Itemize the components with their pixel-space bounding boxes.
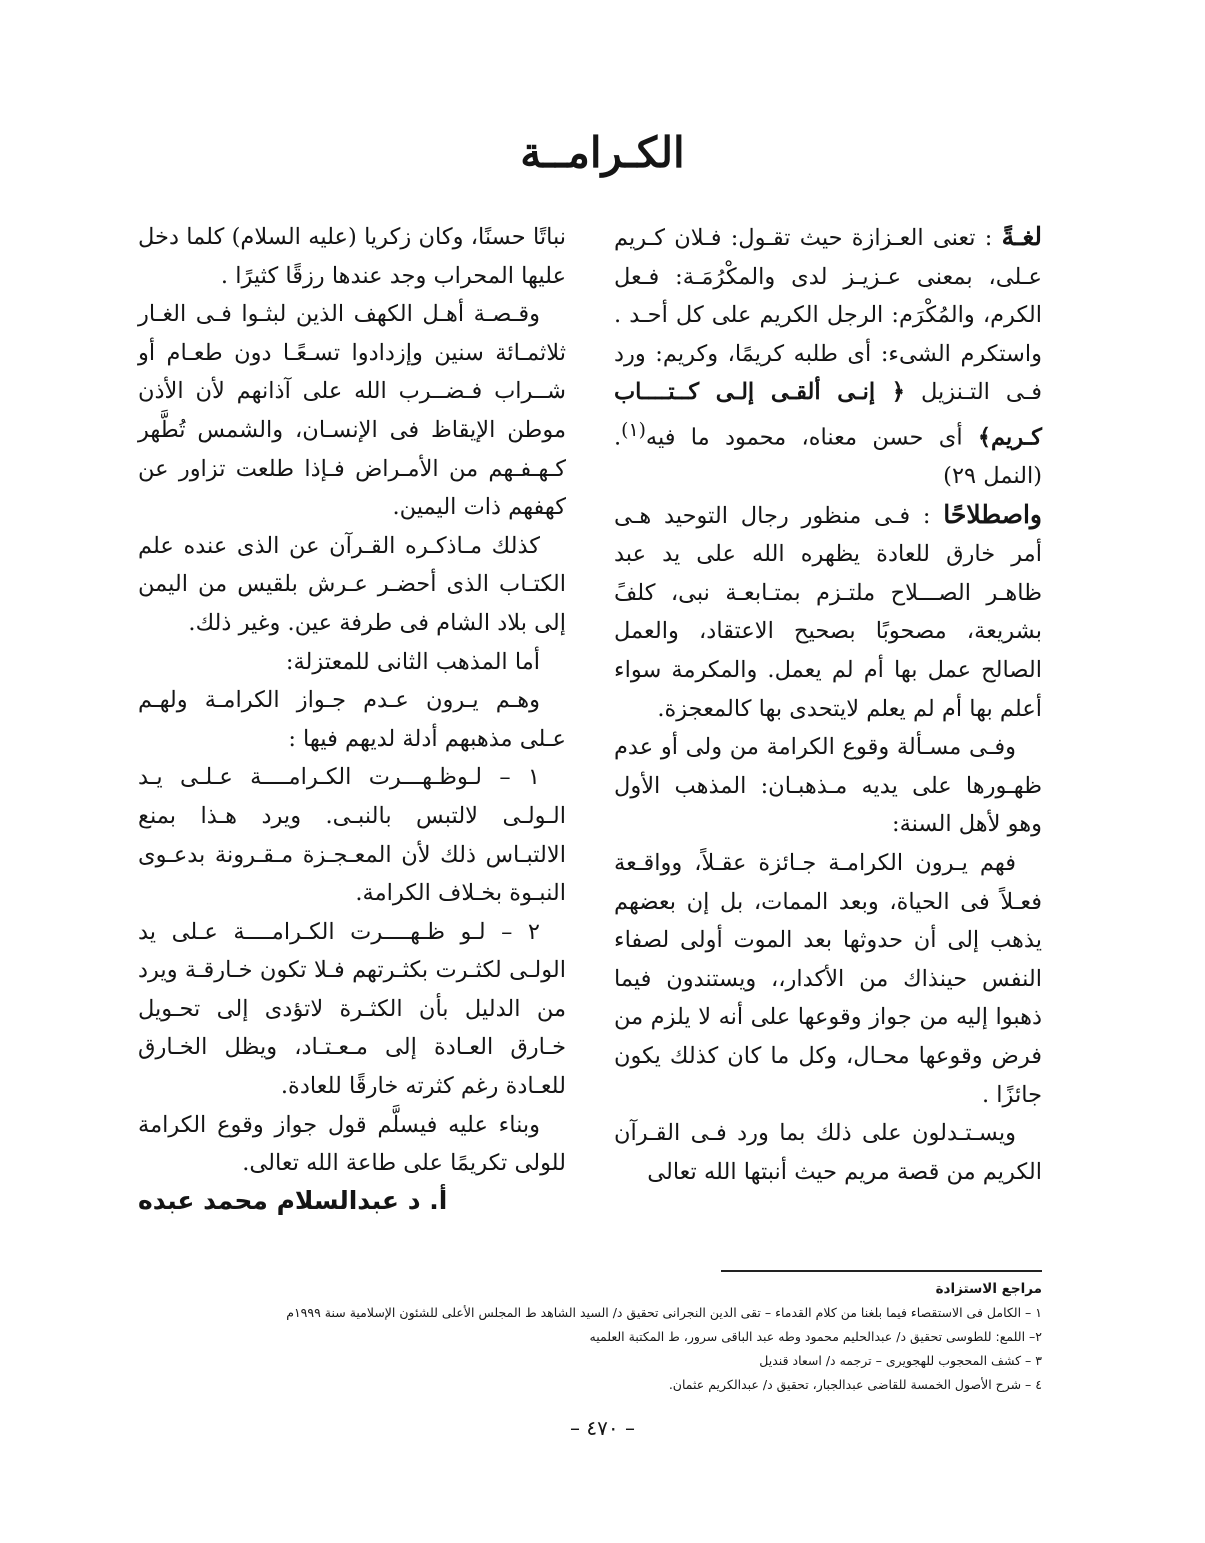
paragraph: فهم يـرون الكرامـة جـائزة عقـلاً، وواقـعة فعـلاً فى الحياة، وبعد الممات، بل إن بعضهم يذهب إلى أن حدوثها بعد الموت أولى لصفاء النفس حينذاك من الأكدار،، ويستندون فيما ذهبوا إليه من جواز وقوعها على أنه لا يلزم من فرض وقوعها محـال، وكل ما كان كذلك يكون جائزًا . <box>614 850 1042 1108</box>
body-columns <box>138 218 1042 1191</box>
reference-item: ٤ – شرح الأصول الخمسة للقاضى عبدالجبار، تحقيق د/ عبدالكريم عثمان. <box>668 1377 1042 1392</box>
reference-item: ٣ – كشف المحجوب للهجويرى – ترجمه د/ اسعاد قنديل <box>759 1353 1042 1368</box>
page-number: – ٤٧٠ – <box>570 1416 635 1440</box>
paragraph: ويسـتـدلون على ذلك بما ورد فـى القـرآن الكريم من قصة مريم حيث أنبتها الله تعالى <box>614 1120 1042 1185</box>
paragraph: وهـم يـرون عـدم جـواز الكرامـة ولهـم عـلى مذهبهم أدلة لديهم فيها : <box>138 687 566 752</box>
reference-item: ١ – الكامل فى الاستقصاء فيما بلغنا من كلام القدماء – تقى الدين النجرانى تحقيق د/ السيد الشاهد ط المجلس الأعلى للشئون الإسلامية سنة ١٩٩٩م <box>286 1305 1042 1320</box>
text-span: : فـى منظور رجال التوحيد هـى أمر خارق للعادة يظهره الله على يد عبد ظاهـر الصـــلاح ملتـزم بمتـابعـة نبى، كلفً بشريعة، مصحوبًا بصحيح الاعتقاد، والعمل الصالح عمل بها أم لم يعمل. والمكرمة سواء أعلم بها أم لم يعلم لايتحدى بها كالمعجزة. <box>614 502 1042 722</box>
text-span: : تعنى العـزازة حيث تقـول: فـلان كـريم عـلى، بمعنى عـزيـز لدى والمكْرُمَـة: فـعل الكرم، والمُكْرَم: الرجل الكريم على كل أحـد . واستكرم الشىء: أى طلبه كريمًا، وكريم: ورد فـى التـنزيل <box>614 225 1042 406</box>
footnote-ref: (١) <box>621 419 646 441</box>
author-name: أ. د عبدالسلام محمد عبده <box>138 1186 448 1215</box>
right-column <box>614 218 1042 1191</box>
paragraph: وبناء عليه فيسلَّم قول جواز وقوع الكرامة للولى تكريمًا على طاعة الله تعالى. <box>138 1111 566 1177</box>
paragraph: كذلك مـاذكـره القـرآن عن الذى عنده علم الكتـاب الذى أحضـر عـرش بلقيس من اليمن إلى بلاد الشام فى طرفة عين. وغير ذلك. <box>138 532 566 636</box>
left-column <box>138 218 566 1191</box>
reference-item: ٢– اللمع: للطوسى تحقيق د/ عبدالحليم محمود وطه عبد الباقى سرور، ط المكتبة العلميه <box>589 1329 1042 1344</box>
paragraph-linguistic-definition <box>614 218 1042 496</box>
paragraph: نباتًا حسنًا، وكان زكريا (عليه السلام) كلما دخل عليها المحراب وجد عندها رزقًا كثيرًا . <box>138 224 566 289</box>
references-list <box>130 1301 1042 1397</box>
references-heading: مراجع الاستزادة <box>935 1281 1042 1297</box>
quran-verse: ﴿ إنـى ألقـى إلـى كــتــــاب كـريم﴾ <box>614 379 1042 451</box>
paragraph: وفـى مسـألة وقوع الكرامة من ولى أو عدم ظهـورها على يديه مـذهبـان: المذهب الأول وهو لأهل السنة: <box>614 734 1042 838</box>
page-title: الكـرامــة <box>520 128 685 177</box>
paragraph: أما المذهب الثانى للمعتزلة: <box>285 648 540 675</box>
footnote-divider <box>721 1270 1042 1272</box>
term-technical: واصطلاحًا <box>943 499 1042 529</box>
text-span: أى حسن معناه، محمود ما فيه <box>645 424 978 451</box>
paragraph-technical-definition <box>614 496 1042 729</box>
paragraph: ٢ – لـو ظـهــــرت الكـرامــــة عـلى يد الولـى لكثـرت بكثـرتهم فـلا تكون خـارقـة ويرد من الدليل بأن الكثـرة لاتؤدى إلى تحـويل خـارق العـادة إلى مـعـتـاد، ويظل الخـارق للعـادة رغم كثرته خارقًا للعادة. <box>138 918 566 1100</box>
references-section <box>130 1277 1042 1397</box>
paragraph: وقـصـة أهـل الكهف الذين لبثـوا فـى الغـار ثلاثمـائة سنين وإزدادوا تسـعًـا دون طعـام أو شــراب فـضــرب الله على آذانهم لأن الأذن موطن الإيقاظ فى الإنسـان، والشمس تُطَّهر كـهـفـهم من الأمـراض فـإذا طلعت تزاور عن كهفهم ذات اليمين. <box>138 301 566 521</box>
text-span: . (النمل ٢٩) <box>614 424 1042 490</box>
paragraph: ١ – لـوظـهـــرت الكـرامــــة عـلـى يـد الـولـى لالتبس بالنبـى. ويرد هـذا بمنع الالتبـاس ذلك لأن المعـجـزة مـقـرونة بدعـوى النبـوة بخـلاف الكرامة. <box>138 764 566 907</box>
term-linguistic: لغـةً <box>1001 222 1042 251</box>
